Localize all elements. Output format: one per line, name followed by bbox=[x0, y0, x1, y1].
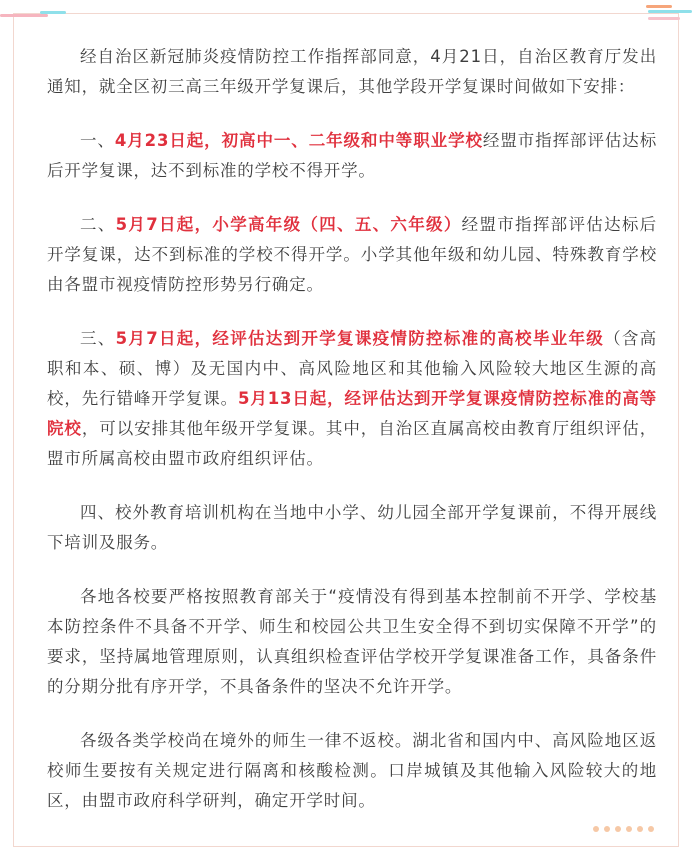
body-text: 四、校外教育培训机构在当地中小学、幼儿园全部开学复课前，不得开展线下培训及服务。 bbox=[47, 503, 657, 552]
corner-decoration-pink-right bbox=[648, 17, 680, 20]
decorative-dot bbox=[637, 826, 643, 832]
body-text: （含高职和本、硕、博）及无国内中、高风险地区和其他输入风险较大地区生源的高校，先行错峰开学复课。 bbox=[47, 329, 657, 408]
decorative-dot bbox=[615, 826, 621, 832]
article-body bbox=[47, 42, 657, 840]
decorative-dot bbox=[648, 826, 654, 832]
paragraph-item-1 bbox=[47, 126, 657, 186]
paragraph-requirements bbox=[47, 582, 657, 702]
highlighted-text: 5月7日起，经评估达到开学复课疫情防控标准的高校毕业年级 bbox=[115, 329, 605, 348]
corner-decoration-pink bbox=[0, 14, 48, 17]
body-text: 经盟市指挥部评估达标后开学复课，达不到标准的学校不得开学。小学其他年级和幼儿园、特殊教育学校由各盟市视疫情防控形势另行确定。 bbox=[47, 215, 657, 294]
paragraph-intro bbox=[47, 42, 657, 102]
body-text: 一、 bbox=[80, 131, 115, 150]
decorative-dot bbox=[626, 826, 632, 832]
body-text: ，可以安排其他年级开学复课。其中，自治区直属高校由教育厅组织评估，盟市所属高校由盟市政府组织评估。 bbox=[47, 419, 657, 468]
paragraph-item-4 bbox=[47, 498, 657, 558]
corner-decoration-cyan bbox=[40, 11, 66, 14]
body-text: 三、 bbox=[80, 329, 116, 348]
corner-decoration-cyan-right bbox=[648, 10, 692, 13]
paragraph-item-2 bbox=[47, 210, 657, 300]
corner-decoration-orange bbox=[646, 5, 672, 8]
body-text: 经盟市指挥部评估达标后开学复课，达不到标准的学校不得开学。 bbox=[47, 131, 658, 180]
body-text: 经自治区新冠肺炎疫情防控工作指挥部同意，4月21日，自治区教育厅发出通知，就全区初三高三年级开学复课后，其他学段开学复课时间做如下安排： bbox=[47, 47, 657, 96]
paragraph-item-3 bbox=[47, 324, 657, 474]
body-text: 二、 bbox=[80, 215, 116, 234]
paragraph-overseas bbox=[47, 726, 657, 816]
body-text: 各级各类学校尚在境外的师生一律不返校。湖北省和国内中、高风险地区返校师生要按有关规定进行隔离和核酸检测。口岸城镇及其他输入风险较大的地区，由盟市政府科学研判，确定开学时间。 bbox=[47, 731, 657, 810]
highlighted-text: 5月7日起，小学高年级（四、五、六年级） bbox=[115, 215, 462, 234]
body-text: 各地各校要严格按照教育部关于“疫情没有得到基本控制前不开学、学校基本防控条件不具备不开学、师生和校园公共卫生安全得不到切实保障不开学”的要求，坚持属地管理原则，认真组织检查评估学校开学复课准备工作，具备条件的分期分批有序开学，不具备条件的坚决不允许开学。 bbox=[47, 587, 657, 696]
decorative-dot bbox=[604, 826, 610, 832]
highlighted-text: 5月13日起，经评估达到开学复课疫情防控标准的高等院校 bbox=[47, 389, 657, 438]
footer-dots-decoration bbox=[593, 826, 654, 832]
decorative-dot bbox=[593, 826, 599, 832]
highlighted-text: 4月23日起，初高中一、二年级和中等职业学校 bbox=[114, 131, 483, 150]
